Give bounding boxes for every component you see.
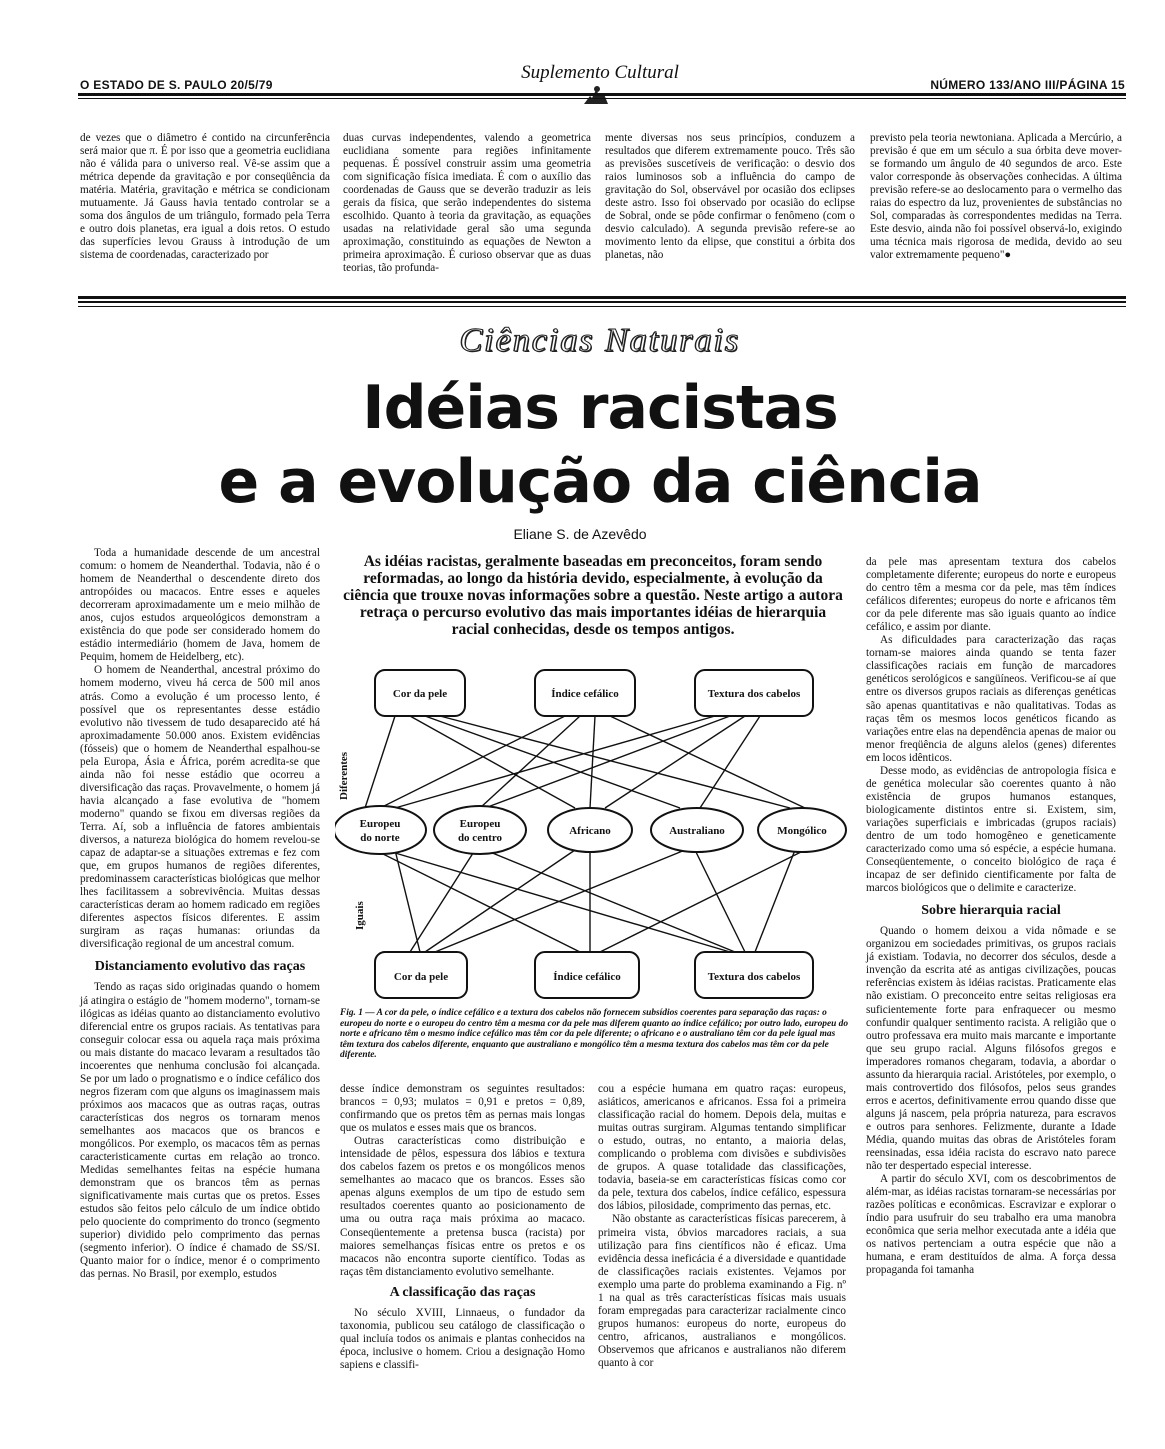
- svg-text:Mongólico: Mongólico: [777, 825, 827, 837]
- header-right: NÚMERO 133/ANO III/PÁGINA 15: [930, 78, 1125, 92]
- oval-north-european: [335, 806, 426, 854]
- top-column-4: previsto pela teoria newtoniana. Aplicada a Mercúrio, a previsão é que em um século a sua órbita deve mover-se formando um ângulo de 40 segundos de arco. Este valor corresponde às observações conhecidas. A última previsão refere-se ao deslocamento para o vermelho das raias do espectro da luz, provenientes de substâncias no Sol, comparadas às correspondentes medidas na Terra. Este desvio, ainda não foi possível observá-lo, exigindo uma técnica mais rigorosa de medida, devido ao seu valor extremamente pequeno"●: [870, 132, 1122, 262]
- body-column-1: Toda a humanidade descende de um ancestral comum: o homem de Neanderthal. Todavia, não é o homem de Neanderthal o descendente direto dos antropóides ou macacos. Entre esses e aqueles decorreram aproximadamente um e meio milhão de anos, cujos estudos arqueológicos demonstram a existência do que pode ser considerado homem do estádio intermediário (homem de Java, homem de Pequim, homem de Heidelberg, etc). O homem de Neanderthal, ancestral próximo do homem moderno, viveu há cerca de 500 mil anos atrás. Como a evolução é um processo lento, é possível que os representantes desse estádio evolutivo não tivessem de tudo desaparecido até há aproximadamente 50.000 anos. Existem evidências (fósseis) que o homem de Neanderthal espalhou-se pela Europa, Ásia e África, porém acredita-se que ainda não foi nesse estádio que ocorreu a diversificação das raças. Provavelmente, o homem já havia alcançado a fase evolutiva de "homem moderno" quando se fixou em diversas regiões da Terra. Aí, sob a influência de fatores ambientais diversos, a natureza biológica do homem revelou-se capaz de adaptar-se a situações extremas e fez com que, em grupos humanos de regiões diferentes, predominassem características biológicas que melhor lhes facilitassem a sobrevivência. Muitas dessas características deram ao homem radicado em regiões diferentes aspectos físicos diferentes. E assim surgiram as raças humanas: oriundas da diversificação regional de um ancestral comum. Distanciamento evolutivo das raças Tendo as raças sido originadas quando o homem já atingira o estágio de "homem moderno", tornam-se ilógicas as idéias quanto ao distanciamento evolutivo diferencial entre os grupos raciais. As tentativas para conseguir colocar essa ou aquela raça mais próxima ou mais distante do macaco levaram a resultados tão incoerentes que nenhuma conclusão foi alcançada. Se por um lado o prognatismo e o índice cefálico dos negros fizeram com que alguns os imaginassem mais próximos aos macacos que as outras raças, outras características dos negros os tornaram menos semelhantes aos macacos que os brancos e mongólicos. Por exemplo, os macacos têm as pernas caracteristicamente curtas em relação ao tronco. Medidas semelhantes feitas na espécie humana demonstram que os brancos têm as pernas significativamente mais curtas que os pretos. Esses estudos são feitos pelo cálculo de um índice obtido pelo quociente do comprimento do tronco (segmento superior) dividido pelo comprimento das pernas (segmento inferior). O índice é chamado de SS/SI. Quanto maior for o índice, menor é o comprimento das pernas. No Brasil, por exemplo, estudos: [80, 547, 320, 1281]
- bottom-box-cephalic: [535, 952, 639, 998]
- subhead-distanciamento: Distanciamento evolutivo das raças: [94, 959, 306, 975]
- section-rule-2: [78, 301, 1126, 303]
- oval-central-european: [434, 806, 526, 854]
- header-left: O ESTADO DE S. PAULO 20/5/79: [80, 78, 273, 92]
- section-rule-3: [78, 306, 1126, 307]
- svg-text:Cor da pele: Cor da pele: [393, 971, 449, 983]
- oval-african: [548, 808, 632, 852]
- bottom-box-hair: [695, 952, 813, 998]
- body-column-4: da pele mas apresentam textura dos cabelos completamente diferente; europeus do norte e europeus do centro têm a mesma cor da pele, mas têm índices cefálicos diferentes; europeus do norte e africanos têm cor da pele diferente mas são iguais quanto ao índice cefálico, e assim por diante. As dificuldades para caracterização das raças tornam-se maiores ainda quando se tenta fazer classificações raciais em função de marcadores genéticos serológicos e sangüíneos. Verificou-se aí que entre os diversos grupos raciais as diferenças genéticas são apenas quantitativas e não qualitativas. Todas as raças têm os mesmos locos genéticos ficando as variações entre elas na dependência apenas de maior ou menor freqüência de alguns alelos (genes) diferentes em locos idênticos. Desse modo, as evidências de antropologia física e de genética molecular são coerentes quanto à não existência de grupos humanos estanques, biologicamente distintos entre si. Existem, sim, variações superficiais e imbricadas (grupos raciais) dentro de um todo homogêneo e geneticamente caracterizado como uma só espécie, a espécie humana. Conseqüentemente, o conceito biológico de raça é incapaz de ser definido cientificamente por falta de marcos biológicos que o delimite e caracterize. Sobre hierarquia racial Quando o homem deixou a vida nômade e se organizou em sociedades primitivas, os grupos raciais já existiam. Todavia, no decorrer dos séculos, desde a invenção da escrita até as antigas civilizações, poucas referências existem às idéias racistas. Praticamente elas não existiam. O preconceito entre seitas religiosas era suficientemente forte para enfraquecer ou mesmo confundir qualquer sentimento racista. A religião que o outro professava era muito mais marcante e importante que seu grupo racial. Alguns filósofos gregos e imperadores romanos chegaram, todavia, a abordar o assunto da hierarquia racial. Aristóteles, por exemplo, o mais controvertido dos filósofos, pelos seus grandes erros e acertos, definitivamente errou quando disse que alguns já nascem, pela própria natureza, para escravos e outros para senhores. Felizmente, durante a Idade Média, quando muitas das obras de Aristóteles foram reensinadas, essa idéia racista do escravo nato parece não ter despertado especial interesse. A partir do século XVI, com os descobrimentos de além-mar, as idéias racistas tornaram-se necessárias por razões políticas e econômicas. Escravizar e explorar o índio para usufruir do seu trabalho era uma manobra econômica que seria melhor executada ante a idéia que os nativos pertenciam a outra espécie que não a humana, e eram destituídos de alma. A força dessa propaganda foi tamanha: [866, 556, 1116, 1277]
- svg-text:Textura dos cabelos: Textura dos cabelos: [707, 688, 801, 700]
- svg-text:do centro: do centro: [457, 832, 503, 844]
- byline: Eliane S. de Azevêdo: [513, 526, 647, 542]
- top-column-3: mente diversas nos seus princípios, conduzem a resultados que diferem extremamente pouco. Três são as previsões suscetíveis de verificação: o desvio dos raios luminosos sob a influência do campo de gravitação do Sol, observável por ocasião dos eclipses deste astro. Isso foi observado por ocasião do eclipse de Sobral, onde se pôde confirmar o fenômeno (com o desvio calculado). A segunda previsão refere-se ao movimento lento da elipse, que constitui a órbita dos planetas, não: [605, 132, 855, 262]
- section-kicker: Ciências Naturais: [459, 322, 741, 359]
- oval-australian: [651, 808, 743, 852]
- article-deck: As idéias racistas, geralmente baseadas em preconceitos, foram sendo reformadas, ao longo da história devido, especialmente, à evolução da ciência que trouxe novas informações sobre a questão. Neste artigo a autora retraça o percurso evolutivo das mais importantes idéias de hierarquia racial conhecidas, desde os tempos antigos.: [343, 553, 843, 638]
- svg-text:Africano: Africano: [569, 825, 611, 837]
- header-rule-thin: [78, 98, 1126, 99]
- label-equal: Iguais: [354, 901, 366, 930]
- body-column-2: desse índice demonstram os seguintes resultados: brancos = 0,93; mulatos = 0,91 e pretos = 0,89, confirmando que os pretos têm as pernas mais longas que os mulatos e esses mais que os brancos. Outras características como distribuição e intensidade de pêlos, espessura dos lábios e textura dos cabelos fazem os pretos e os mongólicos menos semelhantes ao macaco que os brancos. Esses são apenas alguns exemplos de um tipo de estudo sem resultados coerentes quanto ao posicionamento de uma ou outra raça mais próxima ao macaco. Conseqüentemente a pretensa busca (racista) por maiores semelhanças físicas entre os pretos e os macacos não encontra suporte científico. Todas as raças têm distanciamento evolutivo semelhante. A classificação das raças No século XVIII, Linnaeus, o fundador da taxonomia, publicou seu catálogo de classificação o qual incluía todos os animais e plantas conhecidos na época, inclusive o homem. Criou a designação Homo sapiens e classifi-: [340, 1083, 585, 1371]
- top-column-1: de vezes que o diâmetro é contido na circunferência será maior que π. É por isso que a geometria euclidiana não é válida para o universo real. Vê-se assim que a métrica depende da gravitação e por conseqüência da matéria. Matéria, gravitação e métrica se condicionam mutuamente. Já Gauss havia tentado controlar se a soma dos ângulos de um triângulo, formado pela Terra e outro dois planetas, era igual a dois retos. O estudo das superfícies levou Grauss à introdução de um sistema de coordenadas, caracterizado por: [80, 132, 330, 262]
- subhead-hierarquia: Sobre hierarquia racial: [921, 903, 1061, 919]
- top-column-2: duas curvas independentes, valendo a geometrica euclidiana somente para regiões infinitamente pequenas. É possível construir assim uma geometria com significação física imediata. É com o auxílio das coordenadas de Gauss que se deverão traduzir as leis gerais da física, que serão independentes do sistema escolhido. Quanto à teoria da gravitação, as equações usadas na relatividade geral são uma segunda aproximação, constituindo as equações de Newton a primeira aproximação. É curioso observar que as duas teorias, tão profunda-: [343, 132, 591, 275]
- article-title-line-2: e a evolução da ciência: [218, 447, 982, 517]
- top-box-hair: [695, 670, 813, 716]
- oval-mongolic: [758, 808, 846, 852]
- header-center: Suplemento Cultural: [521, 62, 679, 83]
- svg-text:Europeu: Europeu: [459, 818, 501, 830]
- header-rule: [78, 93, 1126, 96]
- top-box-cephalic: [535, 670, 635, 716]
- body-column-3: cou a espécie humana em quatro raças: europeus, asiáticos, americanos e africanos. Essa foi a primeira classificação racial do homem. Depois dela, muitas e muitas outras surgiram. Algumas tentando simplificar o estudo, outras, no entanto, a maioria delas, complicando o problema com divisões e subdivisões de grupos. A quase totalidade das classificações, todavia, baseia-se em características físicas como cor da pele, textura dos cabelos, índice cefálico, espessura dos lábios, pilosidade, comprimento das pernas, etc. Não obstante as características físicas parecerem, à primeira vista, óbvios marcadores raciais, a sua utilização para fins científicos não é eficaz. Uma evidência dessa ineficácia é a diversidade e quantidade de classificações raciais existentes. Vejamos por exemplo uma parte do problema examinando a Fig. nº 1 na qual as três características físicas mais usuais foram empregadas para caracterizar racialmente cinco grupos humanos: europeus do norte, europeus do centro, africanos, australianos e mongólicos. Observemos que africanos e australianos não diferem quanto à cor: [598, 1083, 846, 1369]
- svg-text:Australiano: Australiano: [669, 825, 725, 837]
- svg-text:Cor da pele: Cor da pele: [392, 688, 448, 700]
- label-different: Diferentes: [338, 751, 350, 800]
- bottom-box-skin: [375, 952, 467, 998]
- race-diagram: [335, 660, 855, 1020]
- svg-text:Textura dos cabelos: Textura dos cabelos: [707, 971, 801, 983]
- svg-text:do norte: do norte: [360, 832, 400, 844]
- figure-caption: Fig. 1 — A cor da pele, o índice cefálico e a textura dos cabelos não fornecem subsídios coerentes para separação das raças: o europeu do norte e o europeu do centro têm a mesma cor da pele mas diferem quanto ao índice cefálico; por outro lado, europeu do norte e africano têm o mesmo índice cefálico mas têm cor da pele diferente; o africano e o australiano têm cor da pele igual mas têm textura dos cabelos diferente, enquanto que australiano e mongólico têm a mesma textura dos cabelos mas têm cor da pele diferente.: [340, 1008, 849, 1061]
- top-box-skin: [375, 670, 465, 716]
- svg-text:Europeu: Europeu: [359, 818, 401, 830]
- subhead-classificacao: A classificação das raças: [389, 1284, 536, 1300]
- svg-text:Índice cefálico: Índice cefálico: [551, 688, 619, 700]
- svg-text:Índice cefálico: Índice cefálico: [553, 971, 621, 983]
- section-rule: [78, 296, 1126, 299]
- article-title-line-1: Idéias racistas: [362, 373, 838, 443]
